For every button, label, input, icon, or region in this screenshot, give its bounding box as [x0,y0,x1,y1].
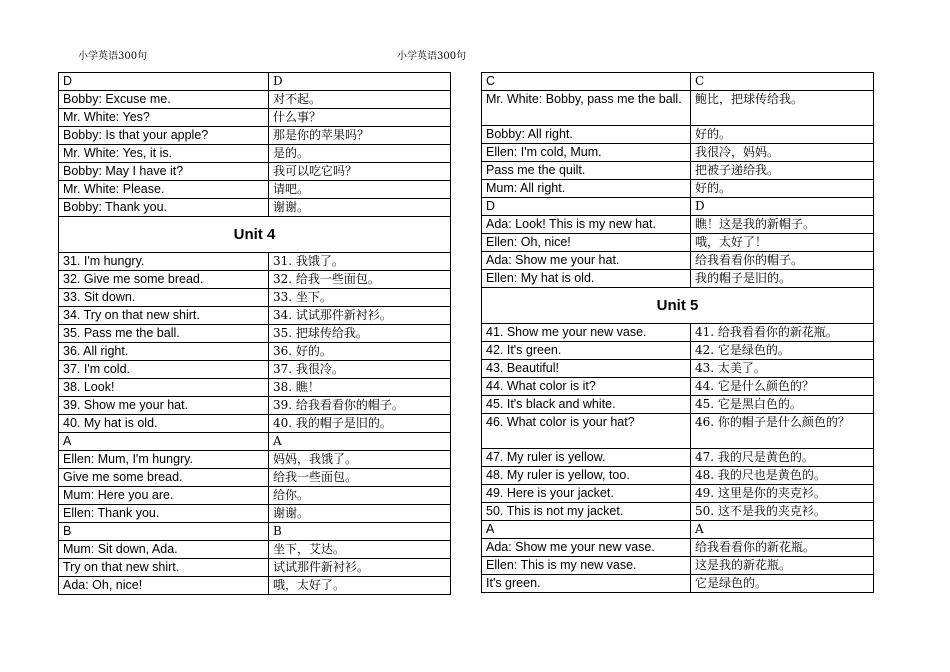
chinese-translation: 鲍比，把球传给我。 [691,91,874,126]
english-sentence: Mr. White: Yes? [59,109,269,127]
table-row [59,505,451,523]
chinese-translation: 好的。 [691,126,874,144]
table-row [59,397,451,415]
table-row [59,433,451,451]
english-sentence: Mum: Here you are. [59,487,269,505]
table-row [59,91,451,109]
chinese-translation: 试试那件新衬衫。 [269,559,451,577]
english-sentence: Ellen: Oh, nice! [482,234,691,252]
table-row [59,361,451,379]
table-row [59,199,451,217]
page-header-right: 小学英语300句 [397,51,467,62]
table-row [482,91,874,126]
table-row [59,469,451,487]
english-sentence: A [482,521,691,539]
table-row [59,577,451,595]
english-sentence: Mr. White: Please. [59,181,269,199]
table-row [482,485,874,503]
unit-heading-row [59,217,451,253]
english-sentence: Mr. White: Yes, it is. [59,145,269,163]
table-row [482,144,874,162]
chinese-translation: 妈妈，我饿了。 [269,451,451,469]
table-row [482,360,874,378]
table-row [482,162,874,180]
english-sentence: 36. All right. [59,343,269,361]
table-row [59,307,451,325]
chinese-translation: 38. 瞧！ [269,379,451,397]
table-row [482,503,874,521]
left-vocab-table [58,72,451,595]
english-sentence: C [482,73,691,91]
table-row [482,539,874,557]
chinese-translation: A [269,433,451,451]
chinese-translation: 44. 它是什么颜色的？ [691,378,874,396]
table-row [482,180,874,198]
chinese-translation: 43. 太美了。 [691,360,874,378]
english-sentence: Ada: Oh, nice! [59,577,269,595]
chinese-translation: D [269,73,451,91]
table-row [59,541,451,559]
chinese-translation: C [691,73,874,91]
table-row [482,252,874,270]
unit-heading-row [482,288,874,324]
table-row [482,324,874,342]
english-sentence: 48. My ruler is yellow, too. [482,467,691,485]
table-row [482,449,874,467]
page-header-left: 小学英语300句 [78,51,148,62]
table-row [59,181,451,199]
chinese-translation: 瞧！这是我的新帽子。 [691,216,874,234]
chinese-translation: A [691,521,874,539]
chinese-translation: 31. 我饿了。 [269,253,451,271]
chinese-translation: 给我一些面包。 [269,469,451,487]
table-row [482,467,874,485]
english-sentence: D [59,73,269,91]
table-row [59,163,451,181]
table-row [59,415,451,433]
chinese-translation: 41. 给我看看你的新花瓶。 [691,324,874,342]
english-sentence: 37. I'm cold. [59,361,269,379]
chinese-translation: 坐下，艾达。 [269,541,451,559]
chinese-translation: 36. 好的。 [269,343,451,361]
chinese-translation: 谢谢。 [269,199,451,217]
english-sentence: 46. What color is your hat? [482,414,691,449]
chinese-translation: 34. 试试那件新衬衫。 [269,307,451,325]
english-sentence: B [59,523,269,541]
table-row [482,73,874,91]
english-sentence: Bobby: All right. [482,126,691,144]
table-row [482,396,874,414]
table-row [482,575,874,593]
table-row [482,378,874,396]
chinese-translation: 是的。 [269,145,451,163]
english-sentence: 39. Show me your hat. [59,397,269,415]
english-sentence: 47. My ruler is yellow. [482,449,691,467]
chinese-translation: 把被子递给我。 [691,162,874,180]
english-sentence: Mum: All right. [482,180,691,198]
english-sentence: 32. Give me some bread. [59,271,269,289]
english-sentence: Ellen: Thank you. [59,505,269,523]
table-row [59,487,451,505]
table-row [59,73,451,91]
english-sentence: 33. Sit down. [59,289,269,307]
english-sentence: Ellen: My hat is old. [482,270,691,288]
chinese-translation: 谢谢。 [269,505,451,523]
table-row [59,343,451,361]
chinese-translation: 我的帽子是旧的。 [691,270,874,288]
english-sentence: 41. Show me your new vase. [482,324,691,342]
table-row [59,109,451,127]
english-sentence: Ellen: I'm cold, Mum. [482,144,691,162]
chinese-translation: 给我看看你的帽子。 [691,252,874,270]
table-row [59,289,451,307]
chinese-translation: 我可以吃它吗？ [269,163,451,181]
english-sentence: 38. Look! [59,379,269,397]
english-sentence: Bobby: Thank you. [59,199,269,217]
table-row [59,379,451,397]
chinese-translation: 45. 它是黑白色的。 [691,396,874,414]
chinese-translation: 47. 我的尺是黄色的。 [691,449,874,467]
table-row [482,270,874,288]
chinese-translation: 我很冷，妈妈。 [691,144,874,162]
table-row [482,198,874,216]
table-row [59,271,451,289]
english-sentence: A [59,433,269,451]
english-sentence: 45. It's black and white. [482,396,691,414]
chinese-translation: 42. 它是绿色的。 [691,342,874,360]
english-sentence: Pass me the quilt. [482,162,691,180]
chinese-translation: 35. 把球传给我。 [269,325,451,343]
chinese-translation: 49. 这里是你的夹克衫。 [691,485,874,503]
chinese-translation: 33. 坐下。 [269,289,451,307]
chinese-translation: 好的。 [691,180,874,198]
english-sentence: Bobby: Excuse me. [59,91,269,109]
english-sentence: Bobby: Is that your apple? [59,127,269,145]
chinese-translation: 37. 我很冷。 [269,361,451,379]
english-sentence: Ada: Look! This is my new hat. [482,216,691,234]
table-row [482,234,874,252]
table-row [59,145,451,163]
chinese-translation: 哦，太好了！ [691,234,874,252]
english-sentence: 43. Beautiful! [482,360,691,378]
english-sentence: Ellen: Mum, I'm hungry. [59,451,269,469]
chinese-translation: 哦，太好了。 [269,577,451,595]
table-row [482,342,874,360]
english-sentence: 34. Try on that new shirt. [59,307,269,325]
table-row [482,521,874,539]
english-sentence: 50. This is not my jacket. [482,503,691,521]
table-row [482,557,874,575]
table-row [482,126,874,144]
english-sentence: 44. What color is it? [482,378,691,396]
chinese-translation: 它是绿色的。 [691,575,874,593]
english-sentence: It's green. [482,575,691,593]
english-sentence: Mum: Sit down, Ada. [59,541,269,559]
chinese-translation: B [269,523,451,541]
english-sentence: Mr. White: Bobby, pass me the ball. [482,91,691,126]
chinese-translation: 什么事？ [269,109,451,127]
chinese-translation: 对不起。 [269,91,451,109]
chinese-translation: 48. 我的尺也是黄色的。 [691,467,874,485]
english-sentence: Bobby: May I have it? [59,163,269,181]
table-row [59,451,451,469]
table-row [59,325,451,343]
english-sentence: Ada: Show me your new vase. [482,539,691,557]
chinese-translation: 那是你的苹果吗？ [269,127,451,145]
table-row [482,414,874,449]
table-row [59,253,451,271]
table-row [59,559,451,577]
english-sentence: Give me some bread. [59,469,269,487]
english-sentence: 31. I'm hungry. [59,253,269,271]
table-row [59,523,451,541]
english-sentence: 40. My hat is old. [59,415,269,433]
unit-heading: Unit 5 [482,288,874,324]
chinese-translation: 这是我的新花瓶。 [691,557,874,575]
chinese-translation: 请吧。 [269,181,451,199]
chinese-translation: 50. 这不是我的夹克衫。 [691,503,874,521]
chinese-translation: 32. 给我一些面包。 [269,271,451,289]
chinese-translation: 39. 给我看看你的帽子。 [269,397,451,415]
english-sentence: Try on that new shirt. [59,559,269,577]
english-sentence: 49. Here is your jacket. [482,485,691,503]
english-sentence: 35. Pass me the ball. [59,325,269,343]
chinese-translation: 给你。 [269,487,451,505]
unit-heading: Unit 4 [59,217,451,253]
english-sentence: Ellen: This is my new vase. [482,557,691,575]
chinese-translation: 40. 我的帽子是旧的。 [269,415,451,433]
english-sentence: 42. It's green. [482,342,691,360]
english-sentence: Ada: Show me your hat. [482,252,691,270]
chinese-translation: D [691,198,874,216]
table-row [59,127,451,145]
chinese-translation: 46. 你的帽子是什么颜色的？ [691,414,874,449]
right-vocab-table [481,72,874,593]
table-row [482,216,874,234]
chinese-translation: 给我看看你的新花瓶。 [691,539,874,557]
english-sentence: D [482,198,691,216]
